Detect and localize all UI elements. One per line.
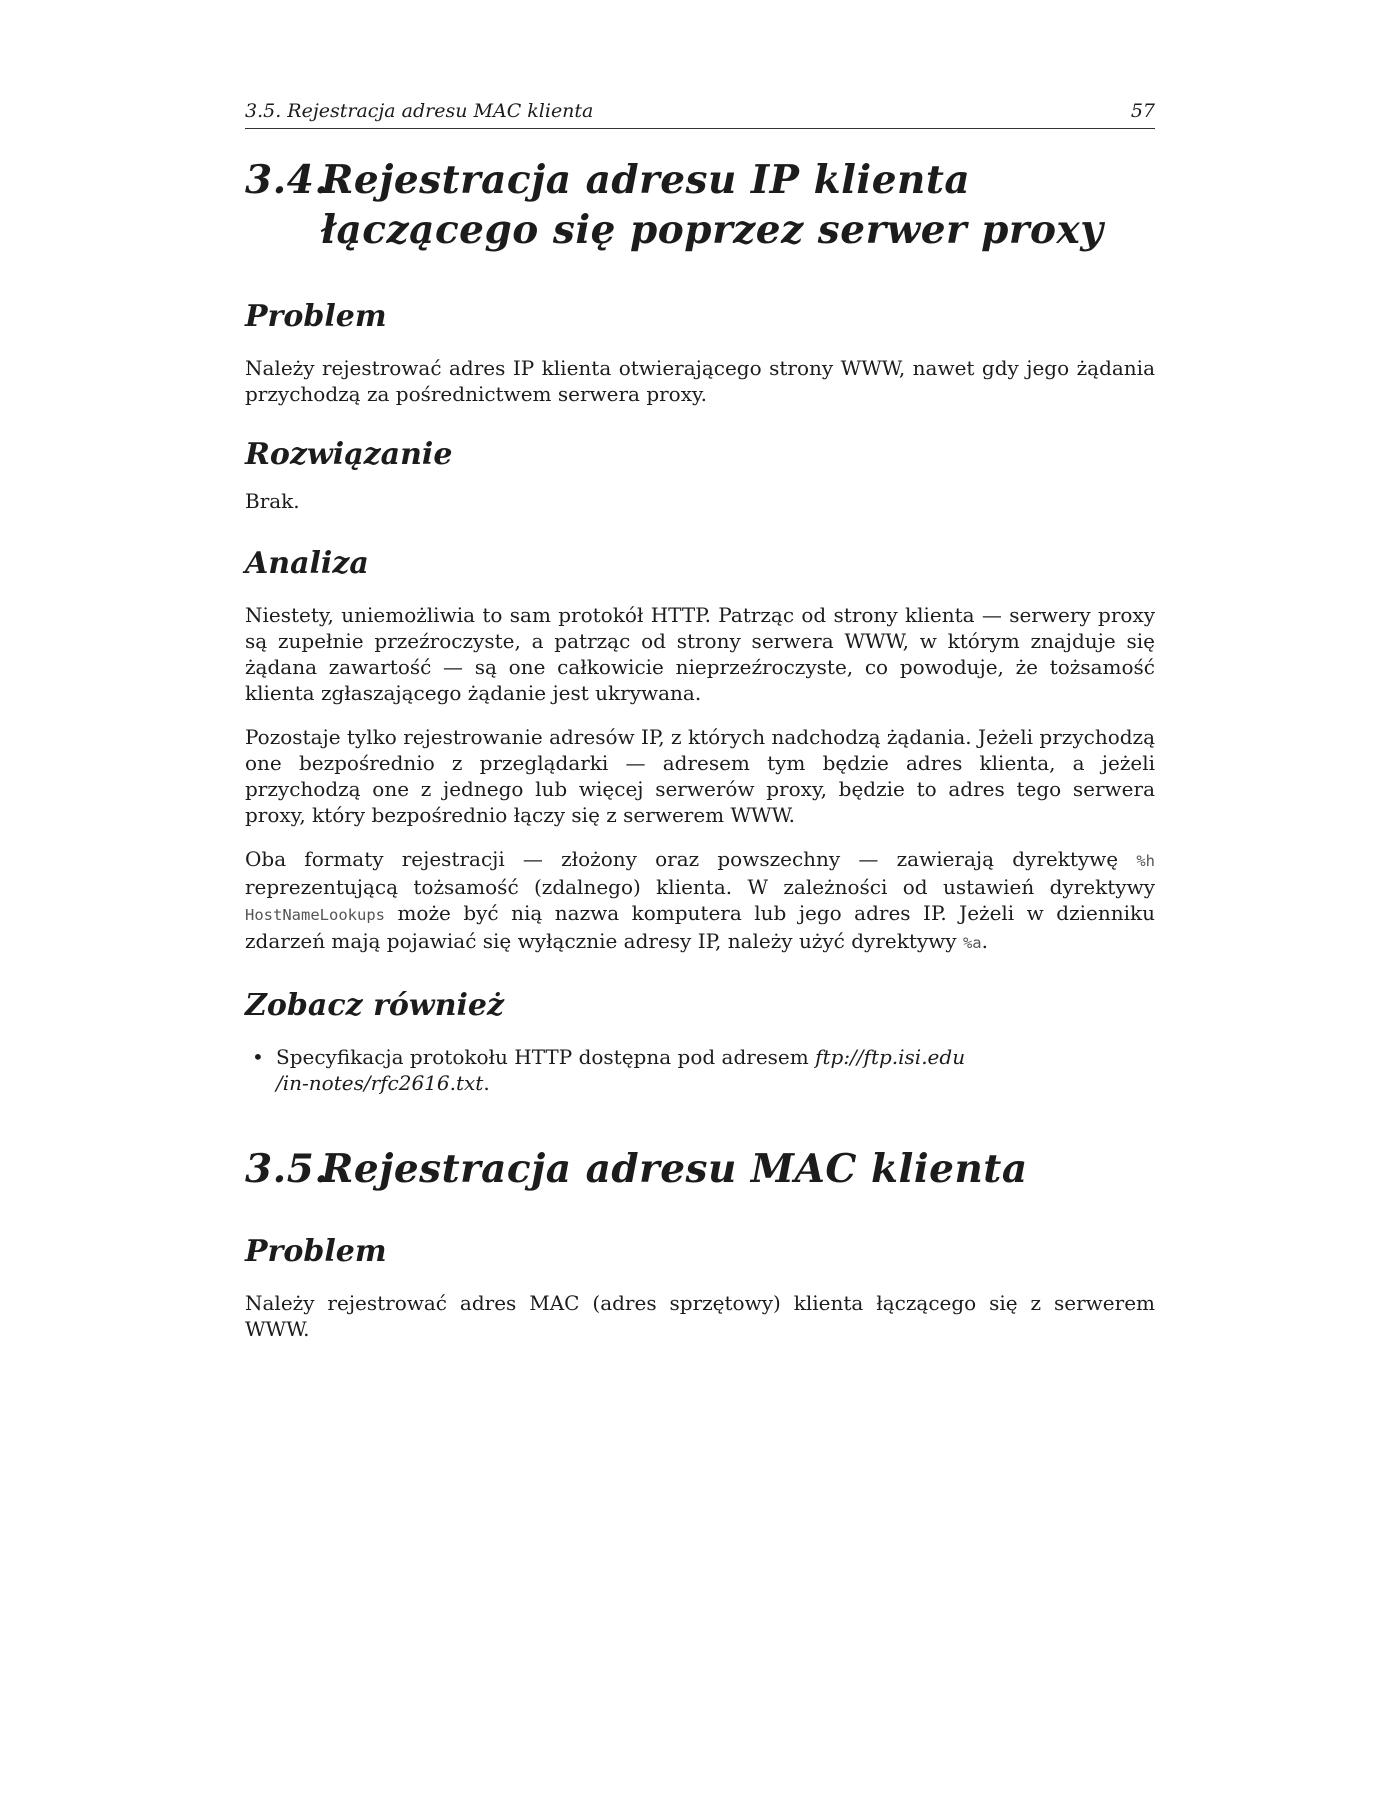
- section-3-4-title-line1: Rejestracja adresu IP klienta: [321, 157, 971, 203]
- directive-h-code: %h: [1136, 852, 1155, 870]
- problem-heading: Problem: [245, 299, 387, 334]
- solution-text: Brak.: [245, 489, 300, 513]
- section-3-5-number: 3.5.: [245, 1146, 329, 1192]
- list-item: [245, 1044, 1155, 1096]
- section-3-4-title-line2: łączącego się poprzez serwer proxy: [321, 207, 1104, 253]
- analysis-p3-part1: Oba formaty rejestracji — złożony oraz powszechny — zawierają dyrektywę: [245, 847, 1137, 871]
- book-page: [245, 98, 1155, 1342]
- rfc-link-line1[interactable]: ftp://ftp.isi.edu: [815, 1045, 966, 1069]
- directive-a-code: %a: [962, 934, 982, 952]
- directive-hostnamelookups-code: HostNameLookups: [245, 906, 385, 924]
- problem-text: Należy rejestrować adres IP klienta otwierającego strony WWW, nawet gdy jego żądania przychodzą za pośrednictwem serwera proxy.: [245, 356, 1155, 406]
- see-also-end: .: [483, 1071, 490, 1095]
- page-number: 57: [1130, 100, 1155, 122]
- analysis-paragraph-2: Pozostaje tylko rejestrowanie adresów IP, z których nadchodzą żądania. Jeżeli przychodzą one bezpośrednio z przeglądarki — adresem tym będzie adres klienta, a jeżeli przychodzą one z jednego lub więcej serwerów proxy, będzie to adres tego serwera proxy, który bezpośrednio łączy się z serwerem WWW.: [245, 725, 1155, 827]
- solution-heading: Rozwiązanie: [245, 437, 453, 472]
- analysis-p3-part2: reprezentującą tożsamość (zdalnego) klienta. W zależności od ustawień dyrektywy: [245, 875, 1155, 899]
- section-3-4-title: [245, 155, 1155, 255]
- section-3-4-number: 3.4.: [245, 157, 329, 203]
- analysis-paragraph-1: Niestety, uniemożliwia to sam protokół HTTP. Patrząc od strony klienta — serwery proxy są zupełnie przeźroczyste, a patrząc od strony serwera WWW, w którym znajduje się żądana zawartość — są one całkowicie nieprzeźroczyste, co powoduje, że tożsamość klienta zgłaszającego żądanie jest ukrywana.: [245, 603, 1155, 705]
- analysis-heading: Analiza: [245, 546, 369, 581]
- bullet-icon: •: [252, 1045, 264, 1069]
- analysis-p3-part4: .: [981, 929, 988, 953]
- analysis-p3-part3: może być nią nazwa komputera lub jego adres IP. Jeżeli w dzienniku zdarzeń mają pojawiać się wyłącznie adresy IP, należy użyć dyrektywy: [245, 901, 1155, 953]
- problem-heading-3-5: Problem: [245, 1234, 387, 1269]
- section-3-5-title: [245, 1144, 1155, 1194]
- analysis-paragraph-3: [245, 846, 1155, 956]
- see-also-text: Specyfikacja protokołu HTTP dostępna pod adresem: [276, 1045, 816, 1069]
- rfc-link-line2[interactable]: /in-notes/rfc2616.txt: [276, 1071, 484, 1095]
- see-also-list: [245, 1044, 1155, 1096]
- running-header: [245, 98, 1155, 129]
- problem-text-3-5: Należy rejestrować adres MAC (adres sprzętowy) klienta łączącego się z serwerem WWW.: [245, 1291, 1155, 1341]
- section-3-5-title-line1: Rejestracja adresu MAC klienta: [321, 1146, 1028, 1192]
- running-header-title: 3.5. Rejestracja adresu MAC klienta: [245, 100, 594, 122]
- see-also-heading: Zobacz również: [245, 988, 505, 1023]
